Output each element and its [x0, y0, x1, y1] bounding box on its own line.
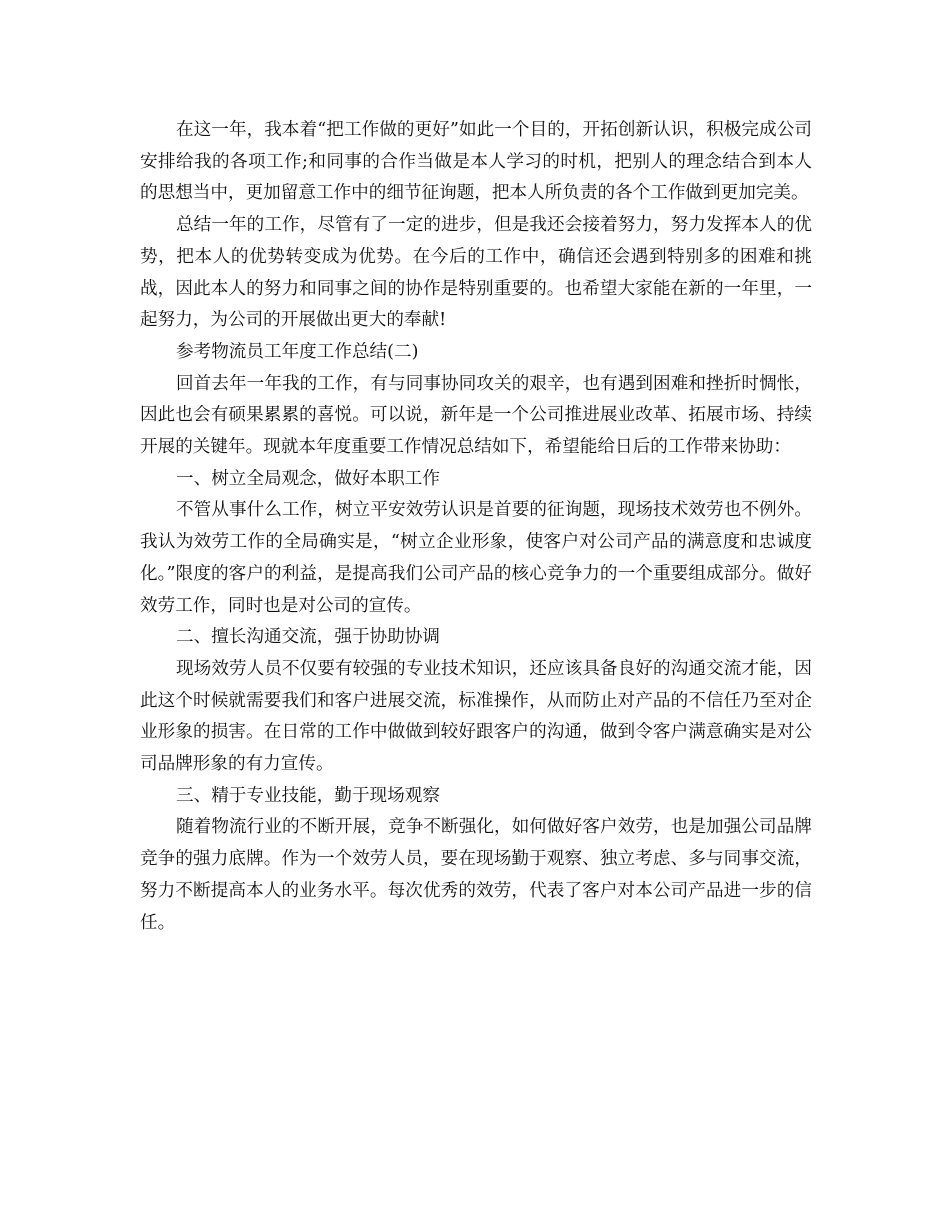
heading-point-2: 二、擅长沟通交流，强于协助协调	[176, 627, 440, 648]
section-title: 参考物流员工年度工作总结(二)	[176, 341, 419, 362]
document-page	[140, 115, 812, 939]
paragraph-review: 回首去年一年我的工作，有与同事协同攻关的艰辛，也有遇到困难和挫折时惆怅，因此也会有硕果累累的喜悦。可以说，新年是一个公司推进展业改革、拓展市场、持续开展的关键年。现就本年度重要工作情况总结如下，希望能给日后的工作带来协助：	[140, 373, 812, 458]
paragraph-point-2: 现场效劳人员不仅要有较强的专业技术知识，还应该具备良好的沟通交流才能，因此这个时候就需要我们和客户进展交流，标准操作，从而防止对产品的不信任乃至对企业形象的损害。在日常的工作中做做到较好跟客户的沟通，做到令客户满意确实是对公司品牌形象的有力宣传。	[140, 658, 812, 775]
paragraph-point-3: 随着物流行业的不断开展，竞争不断强化，如何做好客户效劳，也是加强公司品牌竞争的强力底牌。作为一个效劳人员，要在现场勤于观察、独立考虑、多与同事交流，努力不断提高本人的业务水平。每次优秀的效劳，代表了客户对本公司产品进一步的信任。	[140, 817, 812, 933]
paragraph-point-1: 不管从事什么工作，树立平安效劳认识是首要的征询题，现场技术效劳也不例外。我认为效劳工作的全局确实是，“树立企业形象，使客户对公司产品的满意度和忠诚度化。”限度的客户的利益，是提高我们公司产品的核心竞争力的一个重要组成部分。做好效劳工作，同时也是对公司的宣传。	[140, 500, 812, 616]
heading-point-1: 一、树立全局观念，做好本职工作	[176, 468, 440, 489]
paragraph-summary: 总结一年的工作，尽管有了一定的进步，但是我还会接着努力，努力发挥本人的优势，把本人的优势转变成为优势。在今后的工作中，确信还会遇到特别多的困难和挑战，因此本人的努力和同事之间的协作是特别重要的。也希望大家能在新的一年里，一起努力，为公司的开展做出更大的奉献!	[140, 215, 812, 331]
heading-point-3: 三、精于专业技能，勤于现场观察	[176, 785, 440, 806]
paragraph-intro: 在这一年，我本着“把工作做的更好”如此一个目的，开拓创新认识，积极完成公司安排给我的各项工作;和同事的合作当做是本人学习的时机，把别人的理念结合到本人的思想当中，更加留意工作中的细节征询题，把本人所负责的各个工作做到更加完美。	[140, 120, 812, 204]
